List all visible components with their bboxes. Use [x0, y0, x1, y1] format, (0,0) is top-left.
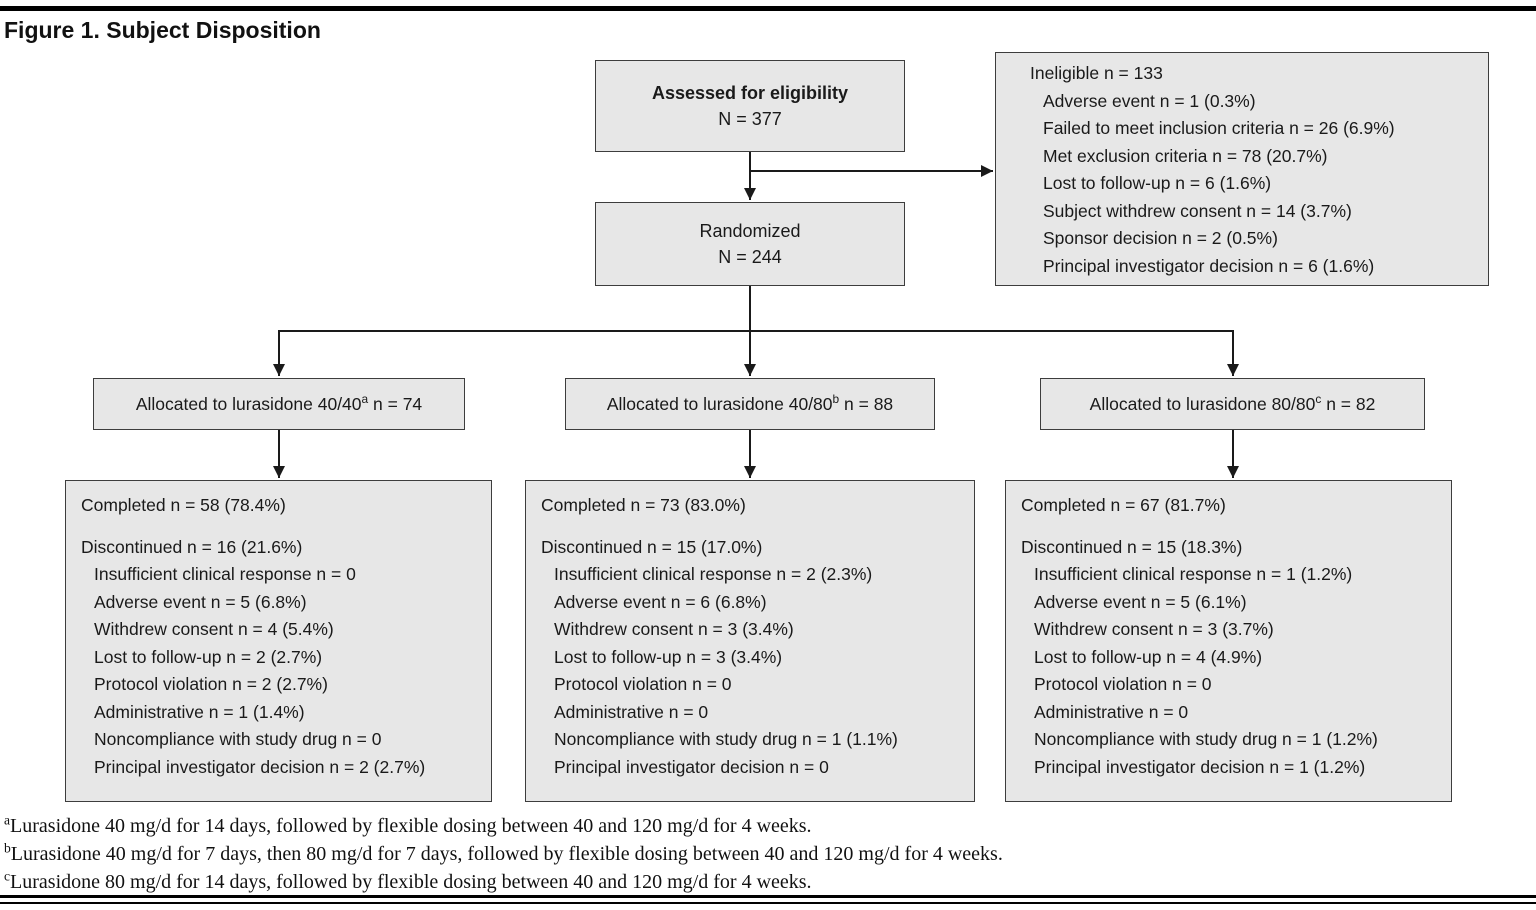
discontinue-reason: Protocol violation n = 0: [554, 674, 732, 694]
ineligible-item: Subject withdrew consent n = 14 (3.7%): [1043, 200, 1352, 221]
allocation-label-n: n = 74: [368, 393, 423, 414]
discontinue-reason: Principal investigator decision n = 1 (1.2%): [1034, 756, 1366, 777]
completed-line: Completed n = 73 (83.0%): [541, 495, 746, 515]
discontinue-reason: Noncompliance with study drug n = 0: [94, 729, 382, 749]
randomized-label: Randomized: [699, 221, 801, 241]
ineligible-box: [995, 52, 1489, 286]
footnote-b: [4, 840, 1003, 868]
line-spacer: [1021, 520, 1445, 534]
footnote-marker-a: a: [4, 812, 11, 828]
ineligible-item: Lost to follow-up n = 6 (1.6%): [1043, 173, 1272, 193]
discontinue-reason: Administrative n = 0: [554, 701, 709, 722]
ineligible-item: Sponsor decision n = 2 (0.5%): [1043, 228, 1278, 248]
allocation-label: [606, 391, 894, 415]
top-rule: [0, 6, 1536, 11]
discontinue-reason: Principal investigator decision n = 0: [554, 756, 829, 777]
discontinued-line: Discontinued n = 15 (18.3%): [1021, 536, 1243, 557]
discontinue-reason: Noncompliance with study drug n = 1 (1.1%): [554, 729, 898, 749]
allocation-footnote-marker-a: a: [361, 391, 369, 406]
allocation-box-40-80: [565, 378, 935, 430]
ineligible-item: Adverse event n = 1 (0.3%): [1043, 90, 1256, 111]
discontinue-reason: Administrative n = 1 (1.4%): [94, 701, 305, 722]
footnote-text: Lurasidone 40 mg/d for 7 days, then 80 mg/d for 7 days, followed by flexible dosing between 40 and 120 mg/d for 4 weeks.: [10, 843, 1003, 865]
allocation-label-text: Allocated to lurasidone 40/40: [135, 393, 362, 414]
footnote-text: Lurasidone 80 mg/d for 14 days, followed by flexible dosing between 40 and 120 mg/d for 4 weeks.: [10, 871, 812, 893]
ineligible-item: Met exclusion criteria n = 78 (20.7%): [1043, 145, 1328, 166]
outcome-box-40-80: [525, 480, 975, 802]
footnote-c: [4, 868, 1003, 896]
discontinue-reason: Insufficient clinical response n = 2 (2.3%): [554, 564, 873, 584]
allocation-label-n: n = 82: [1321, 393, 1376, 414]
discontinue-reason: Protocol violation n = 0: [1034, 674, 1212, 694]
ineligible-header: Ineligible n = 133: [1030, 63, 1163, 83]
ineligible-item: Failed to meet inclusion criteria n = 26 (6.9%): [1043, 118, 1395, 138]
allocation-label: [1089, 391, 1376, 415]
outcome-box-80-80: [1005, 480, 1452, 802]
line-spacer: [541, 520, 968, 534]
footnote-text: Lurasidone 40 mg/d for 14 days, followed by flexible dosing between 40 and 120 mg/d for 4 weeks.: [10, 815, 812, 837]
randomized-n: N = 244: [718, 247, 782, 267]
discontinue-reason: Withdrew consent n = 4 (5.4%): [94, 619, 334, 639]
allocation-label-text: Allocated to lurasidone 40/80: [606, 393, 833, 414]
allocation-footnote-marker-c: c: [1315, 391, 1322, 406]
discontinued-line: Discontinued n = 16 (21.6%): [81, 536, 303, 557]
discontinue-reason: Adverse event n = 6 (6.8%): [554, 591, 767, 612]
allocation-label-n: n = 88: [839, 393, 894, 414]
discontinue-reason: Insufficient clinical response n = 1 (1.2%): [1034, 564, 1353, 584]
allocation-box-40-40: [93, 378, 465, 430]
discontinue-reason: Withdrew consent n = 3 (3.7%): [1034, 619, 1274, 639]
discontinue-reason: Lost to follow-up n = 2 (2.7%): [94, 646, 323, 667]
footnote-a: [4, 812, 1003, 840]
discontinue-reason: Insufficient clinical response n = 0: [94, 564, 356, 584]
discontinue-reason: Adverse event n = 5 (6.8%): [94, 591, 307, 612]
allocation-label-text: Allocated to lurasidone 80/80: [1089, 393, 1316, 414]
randomized-box: [595, 202, 905, 286]
discontinue-reason: Adverse event n = 5 (6.1%): [1034, 591, 1247, 612]
allocation-box-80-80: [1040, 378, 1425, 430]
discontinue-reason: Lost to follow-up n = 4 (4.9%): [1034, 646, 1263, 667]
discontinue-reason: Principal investigator decision n = 2 (2.7%): [94, 756, 426, 777]
allocation-footnote-marker-b: b: [832, 391, 840, 406]
figure-title: Figure 1. Subject Disposition: [4, 17, 321, 43]
line-spacer: [81, 520, 485, 534]
discontinue-reason: Protocol violation n = 2 (2.7%): [94, 674, 328, 694]
discontinue-reason: Lost to follow-up n = 3 (3.4%): [554, 646, 783, 667]
assessed-box: [595, 60, 905, 152]
footnote-marker-b: b: [4, 840, 11, 856]
allocation-label: [135, 391, 423, 415]
completed-line: Completed n = 58 (78.4%): [81, 495, 286, 515]
bottom-rule-upper: [0, 895, 1536, 898]
discontinue-reason: Noncompliance with study drug n = 1 (1.2%): [1034, 729, 1378, 749]
outcome-box-40-40: [65, 480, 492, 802]
discontinue-reason: Withdrew consent n = 3 (3.4%): [554, 619, 794, 639]
footnote-marker-c: c: [4, 868, 11, 884]
bottom-rule-lower: [0, 902, 1536, 904]
assessed-label: Assessed for eligibility: [651, 83, 849, 103]
discontinued-line: Discontinued n = 15 (17.0%): [541, 536, 763, 557]
ineligible-item: Principal investigator decision n = 6 (1.6%): [1043, 255, 1375, 276]
discontinue-reason: Administrative n = 0: [1034, 701, 1189, 722]
completed-line: Completed n = 67 (81.7%): [1021, 495, 1226, 515]
assessed-n: N = 377: [718, 109, 782, 129]
footnotes: [4, 812, 1003, 896]
